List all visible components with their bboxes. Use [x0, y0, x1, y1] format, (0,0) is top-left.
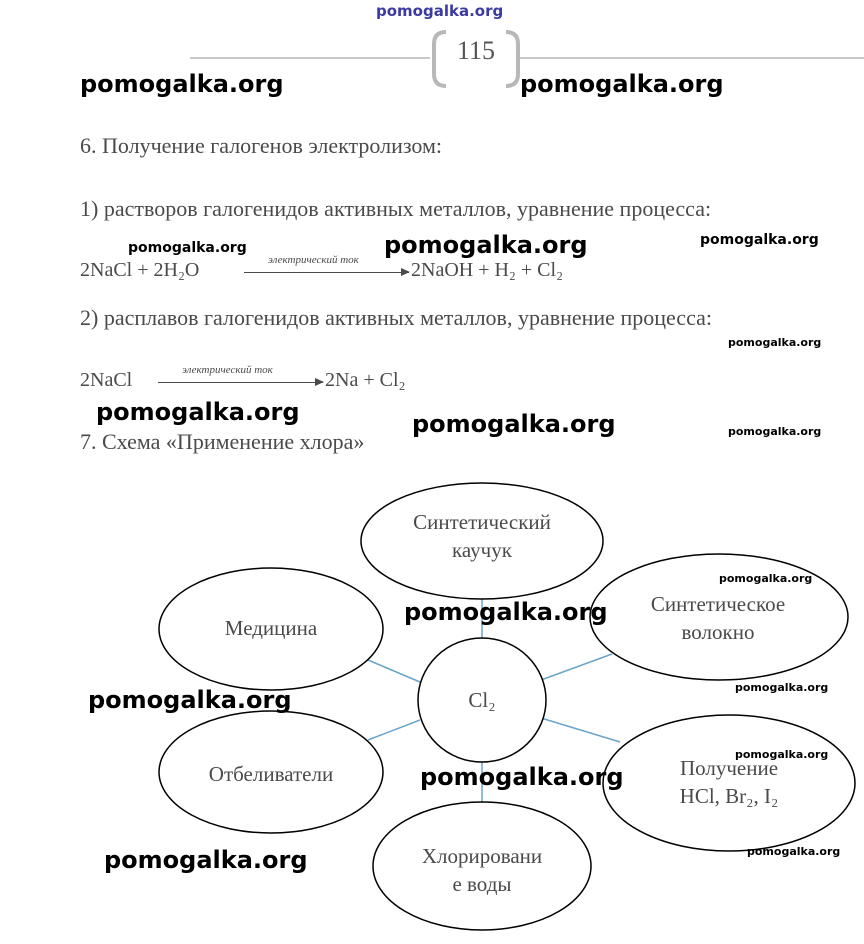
- header-rule-left: [190, 57, 430, 59]
- watermark[interactable]: pomogalka.org: [728, 425, 822, 438]
- watermark[interactable]: pomogalka.org: [128, 240, 247, 256]
- label-fiber-line-1: Синтетическое: [650, 592, 786, 616]
- watermark[interactable]: pomogalka.org: [412, 410, 616, 438]
- section-7-title: 7. Схема «Применение хлора»: [80, 429, 365, 454]
- label-rubber-line-1: Синтетический: [413, 510, 551, 534]
- equation-2-arrow: [158, 382, 323, 383]
- watermark[interactable]: pomogalka.org: [104, 846, 308, 874]
- equation-1-products: 2NaOH + H₂ + Cl₂: [411, 259, 564, 281]
- section-6-item-2: 2) расплавов галогенидов активных металлов, уравнение процесса:: [80, 305, 712, 330]
- label-water-line-1: Хлорировани: [421, 844, 543, 868]
- watermark[interactable]: pomogalka.org: [404, 598, 608, 626]
- equation-1-arrow: [244, 272, 409, 273]
- watermark[interactable]: pomogalka.org: [700, 232, 819, 248]
- header-rule-right: [520, 57, 864, 59]
- label-synthetic-fiber: [598, 590, 838, 646]
- watermark[interactable]: pomogalka.org: [719, 572, 813, 585]
- label-water-line-2: е воды: [452, 872, 512, 896]
- label-acids: [609, 754, 849, 810]
- watermark[interactable]: pomogalka.org: [420, 763, 624, 791]
- watermark[interactable]: pomogalka.org: [384, 231, 588, 259]
- equation-1-condition: электрический ток: [268, 254, 359, 266]
- label-center: Cl₂: [468, 688, 496, 712]
- page-number: 115: [456, 36, 496, 65]
- equation-1-reactants: 2NaCl + 2H₂O: [80, 259, 200, 281]
- label-medicine: Медицина: [224, 616, 318, 640]
- label-fiber-line-2: волокно: [681, 620, 755, 644]
- equation-2-condition: электрический ток: [182, 364, 273, 376]
- equation-2-products: 2Na + Cl₂: [325, 369, 406, 391]
- watermark[interactable]: pomogalka.org: [96, 398, 300, 426]
- connector-bleach: [368, 720, 420, 740]
- section-6-title: 6. Получение галогенов электролизом:: [80, 133, 443, 158]
- label-bleach: Отбеливатели: [208, 762, 334, 786]
- watermark[interactable]: pomogalka.org: [735, 681, 829, 694]
- connector-acids: [541, 718, 620, 742]
- label-acids-line-1: Получение: [679, 756, 779, 780]
- label-acids-line-2: HCl, Br₂, I₂: [679, 784, 779, 808]
- label-synthetic-rubber: [362, 508, 602, 564]
- label-water-chlorination: [382, 842, 582, 898]
- equation-2-reactants: 2NaCl: [80, 369, 133, 391]
- connector-medicine: [368, 660, 420, 682]
- watermark[interactable]: pomogalka.org: [747, 845, 841, 858]
- connector-fiber: [541, 654, 612, 680]
- watermark[interactable]: pomogalka.org: [520, 70, 724, 98]
- label-rubber-line-2: каучук: [452, 538, 512, 562]
- watermark[interactable]: pomogalka.org: [735, 748, 829, 761]
- watermark[interactable]: pomogalka.org: [88, 686, 292, 714]
- watermark-top[interactable]: pomogalka.org: [376, 2, 504, 20]
- watermark[interactable]: pomogalka.org: [80, 70, 284, 98]
- watermark[interactable]: pomogalka.org: [728, 336, 822, 349]
- section-6-item-1: 1) растворов галогенидов активных металлов, уравнение процесса:: [80, 196, 712, 221]
